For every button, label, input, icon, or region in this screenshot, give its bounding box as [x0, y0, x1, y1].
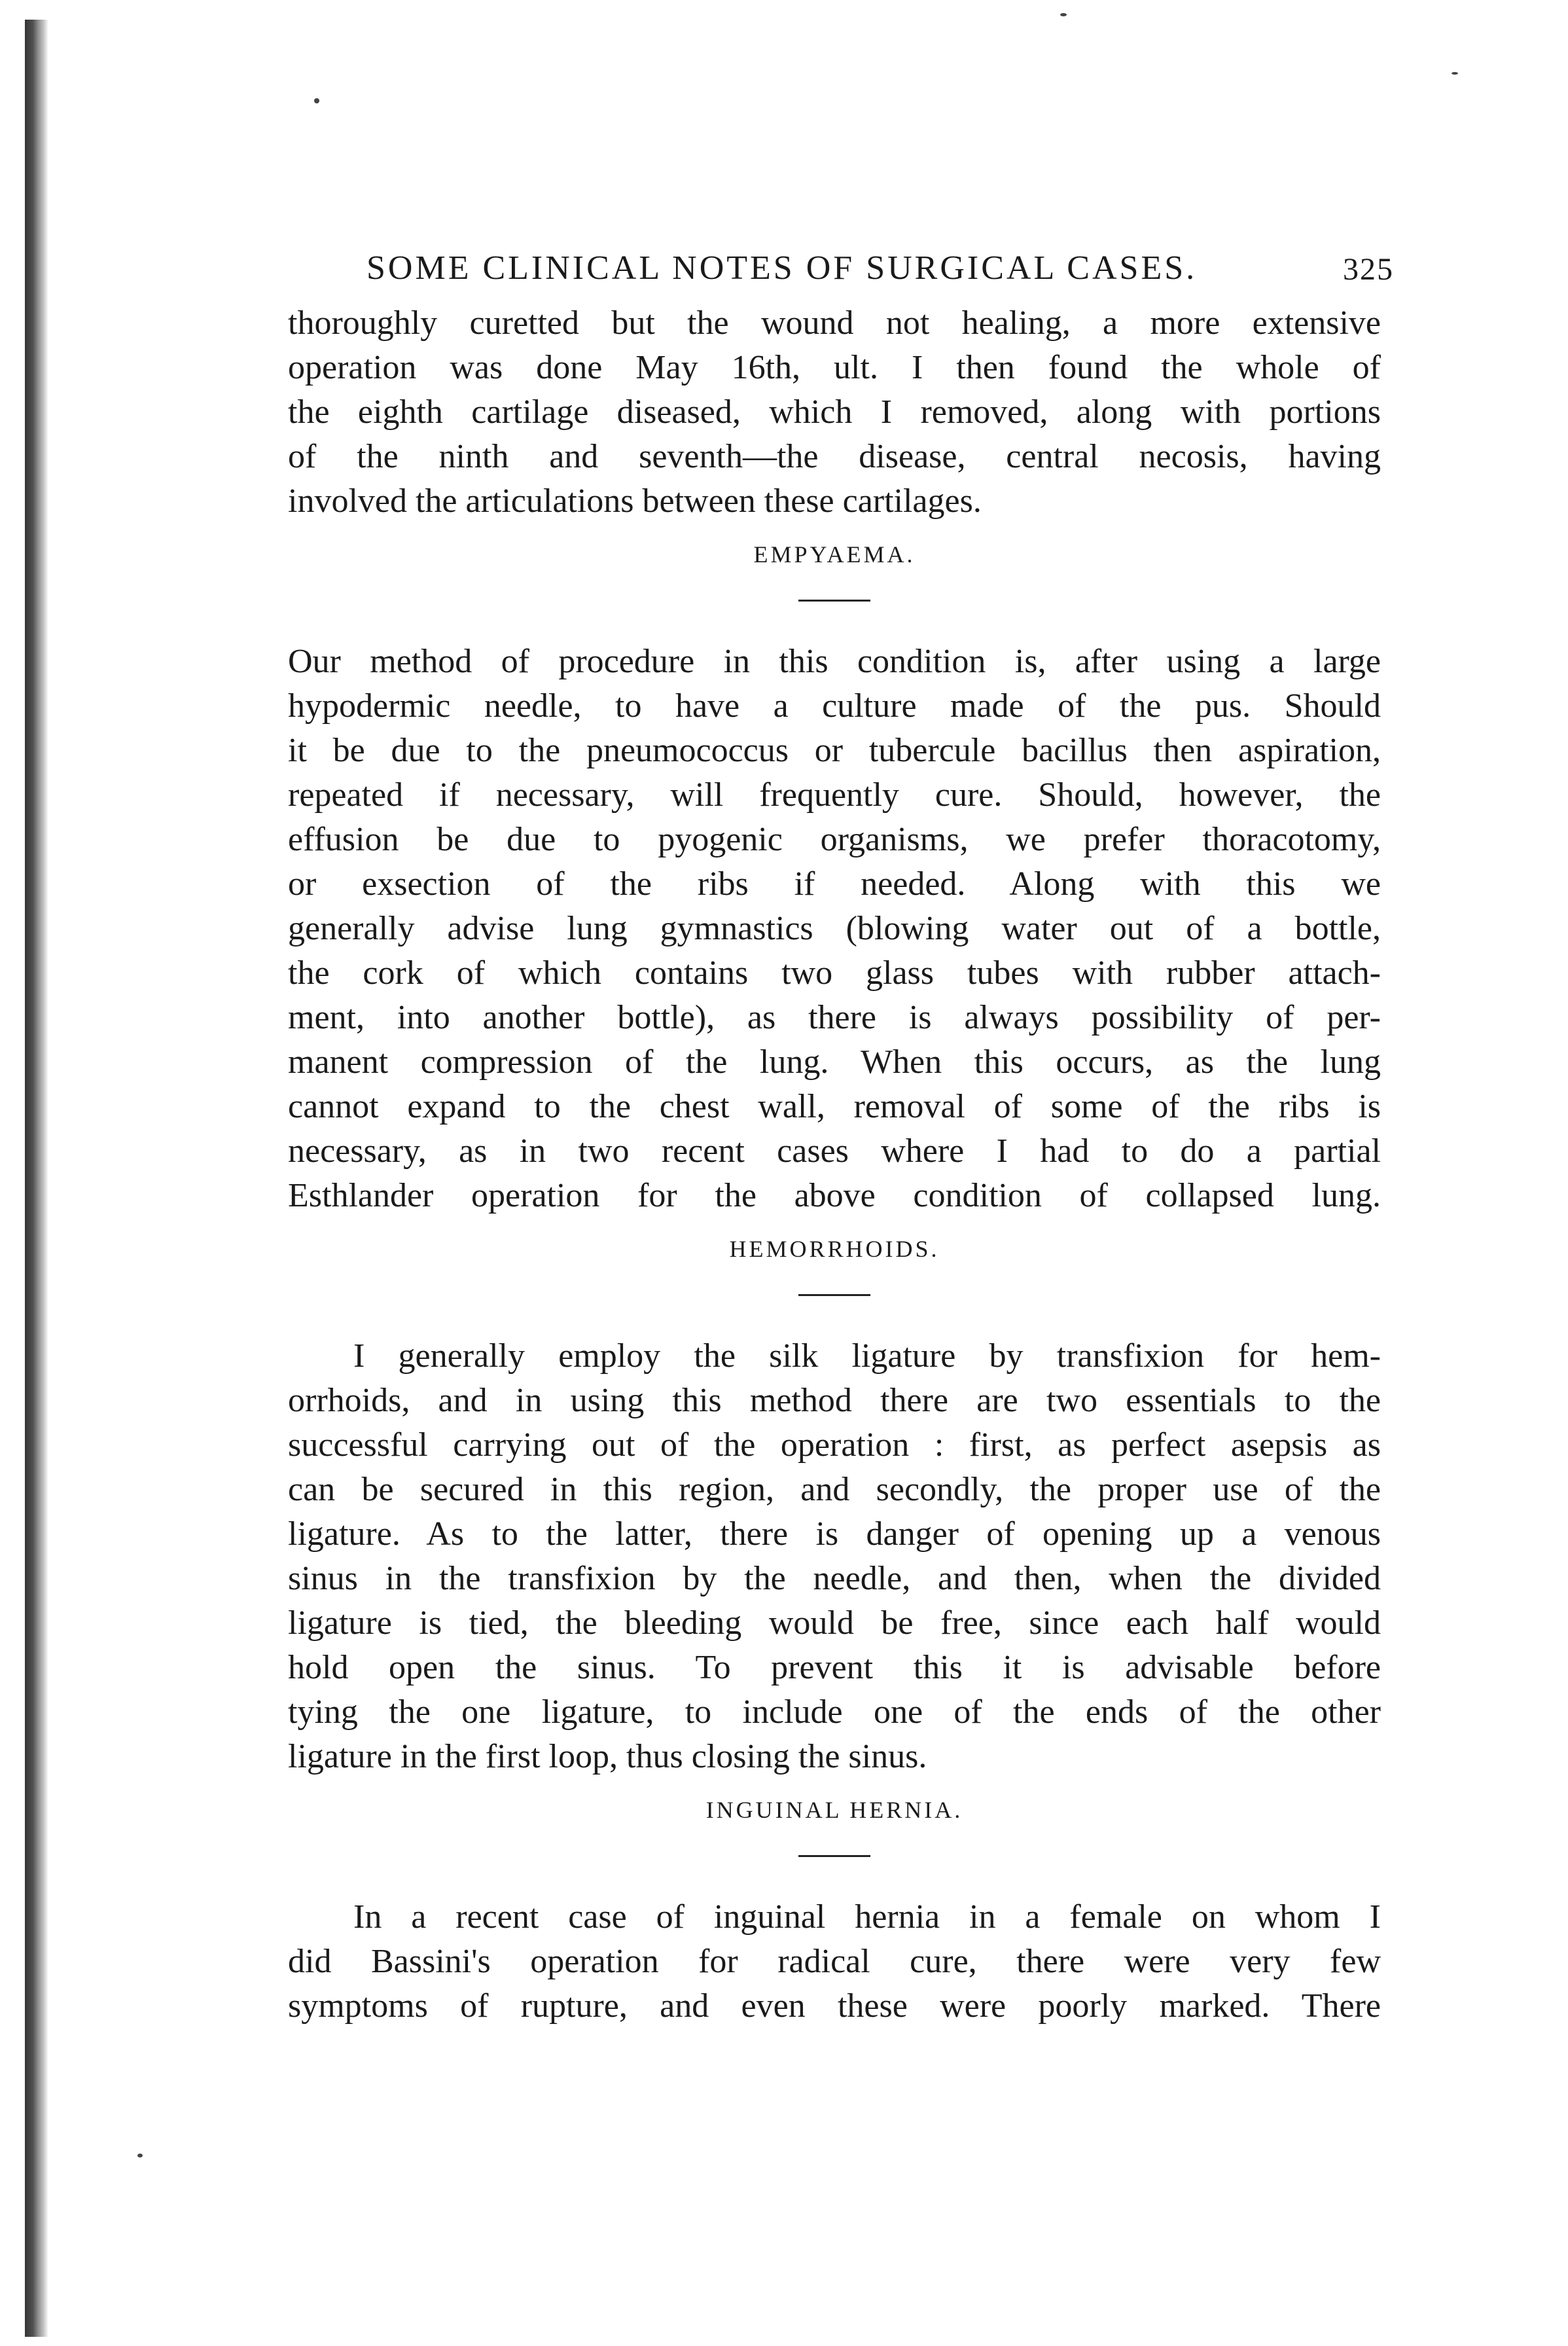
- running-head: [288, 242, 1394, 301]
- book-page: [288, 242, 1394, 2029]
- text-line: it be due to the pneumococcus or tubercule bacillus then aspiration,: [288, 732, 1381, 769]
- binding-edge: [25, 20, 48, 2337]
- text-line: tying the one ligature, to include one of the ends of the other: [288, 1693, 1381, 1731]
- text-line: Our method of procedure in this condition is, after using a large: [288, 643, 1381, 680]
- text-line: ment, into another bottle), as there is always possibility of per-: [288, 999, 1381, 1036]
- text-line: hypodermic needle, to have a culture made of the pus. Should: [288, 687, 1381, 725]
- section-rule: [798, 600, 870, 602]
- text-line: ligature. As to the latter, there is danger of opening up a venous: [288, 1515, 1381, 1553]
- text-line: the cork of which contains two glass tubes with rubber attach-: [288, 954, 1381, 992]
- scan-speck: [1060, 13, 1067, 16]
- text-line: symptoms of rupture, and even these were poorly marked. There: [288, 1987, 1381, 2025]
- text-line: hold open the sinus. To prevent this it is advisable before: [288, 1649, 1381, 1686]
- text-line: ligature is tied, the bleeding would be free, since each half would: [288, 1604, 1381, 1642]
- text-line: orrhoids, and in using this method there are two essentials to the: [288, 1382, 1381, 1419]
- paragraph-empyaema: [288, 640, 1381, 1218]
- text-line: successful carrying out of the operation : first, as perfect asepsis as: [288, 1426, 1381, 1464]
- text-line: manent compression of the lung. When this occurs, as the lung: [288, 1043, 1381, 1081]
- text-line: of the ninth and seventh—the disease, central necosis, having: [288, 438, 1381, 475]
- scan-speck: [1452, 72, 1458, 75]
- paragraph-inguinal-hernia: [288, 1895, 1381, 2029]
- section-heading-hemorrhoids: HEMORRHOIDS.: [729, 1236, 940, 1262]
- text-line: ligature in the first loop, thus closing the sinus.: [288, 1738, 927, 1775]
- text-line: generally advise lung gymnastics (blowing water out of a bottle,: [288, 910, 1381, 947]
- section-heading-empyaema: EMPYAEMA.: [753, 541, 916, 568]
- text-line: effusion be due to pyogenic organisms, we prefer thoracotomy,: [288, 821, 1381, 858]
- section-rule: [798, 1855, 870, 1857]
- text-line: the eighth cartilage diseased, which I removed, along with portions: [288, 393, 1381, 431]
- scan-speck: [314, 98, 319, 103]
- text-line: necessary, as in two recent cases where I had to do a partial: [288, 1132, 1381, 1170]
- text-line: thoroughly curetted but the wound not healing, a more extensive: [288, 304, 1381, 342]
- section-heading-inguinal-hernia: INGUINAL HERNIA.: [705, 1797, 963, 1823]
- running-head-title: SOME CLINICAL NOTES OF SURGICAL CASES.: [366, 249, 1198, 287]
- paragraph-hemorrhoids: [288, 1334, 1381, 1779]
- text-line: or exsection of the ribs if needed. Along with this we: [288, 865, 1381, 903]
- text-line: Esthlander operation for the above condition of collapsed lung.: [288, 1177, 1381, 1214]
- text-line: sinus in the transfixion by the needle, and then, when the divided: [288, 1560, 1381, 1597]
- page-number: 325: [1343, 252, 1394, 287]
- text-line: can be secured in this region, and secondly, the proper use of the: [288, 1471, 1381, 1508]
- paragraph-continuation: [288, 301, 1381, 524]
- text-line: I generally employ the silk ligature by transfixion for hem-: [353, 1337, 1381, 1375]
- text-line: operation was done May 16th, ult. I then found the whole of: [288, 349, 1381, 386]
- section-rule: [798, 1294, 870, 1296]
- text-line: involved the articulations between these cartilages.: [288, 482, 982, 520]
- scan-speck: [137, 2154, 143, 2157]
- text-line: In a recent case of inguinal hernia in a female on whom I: [353, 1898, 1381, 1936]
- text-line: cannot expand to the chest wall, removal of some of the ribs is: [288, 1088, 1381, 1125]
- text-line: did Bassini's operation for radical cure, there were very few: [288, 1943, 1381, 1980]
- text-line: repeated if necessary, will frequently cure. Should, however, the: [288, 776, 1381, 814]
